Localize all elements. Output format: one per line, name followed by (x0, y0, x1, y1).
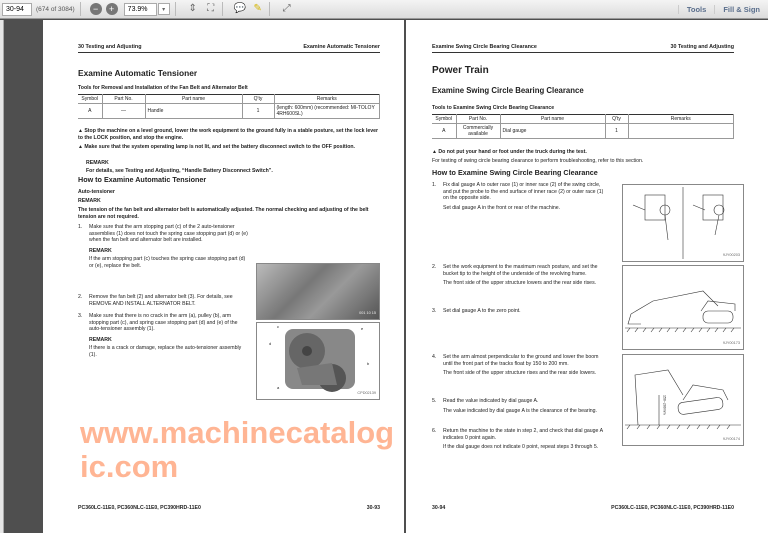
cell (628, 124, 734, 139)
step-note: The front side of the upper structure rises and the rear side lowers. (443, 370, 597, 377)
dial-gauge-illustration (623, 185, 743, 261)
step-text: Set the arm almost perpendicular to the ground and lower the boom until the front part of the tracks float by 150 to 200 mm. (443, 354, 599, 367)
step-text: Read the value indicated by dial gauge A. (443, 398, 539, 404)
step-number: 2. (432, 264, 437, 270)
page-title: Examine Automatic Tensioner (78, 68, 198, 78)
tensioner-figure (256, 322, 380, 400)
step-number: 6. (432, 428, 437, 434)
label-a: a (277, 385, 280, 390)
label-c: c (277, 324, 279, 329)
running-header-left: Examine Swing Circle Bearing Clearance (432, 44, 537, 50)
page-count: (674 of 3084) (36, 5, 75, 13)
step-text: Fix dial gauge A to outer race (1) or inner race (2) of the swing circle, and put the probe to the end surface of inner race (2) or outer race (1) on the opposite side. (443, 182, 604, 202)
warning-1: ▲ Stop the machine on a level ground, lower the work equipment to the ground fully in a stable posture, set the lock lever to the LOCK position, and stop the engine. (78, 128, 380, 141)
toolbar (0, 0, 768, 19)
step-number: 2. (78, 294, 83, 300)
divider (222, 2, 223, 16)
footer-page-number: 30-94 (432, 505, 446, 511)
cell: Handle (145, 104, 242, 119)
remark-label: REMARK (89, 336, 112, 343)
col-header: Q'ty (605, 115, 628, 124)
step-text: Set the work equipment to the maximum reach posture, and set the bucket tip to the height of the underside of the revolving frame. (443, 264, 598, 277)
zoom-dropdown-chevron-icon[interactable]: ▾ (158, 3, 170, 15)
step-number: 5. (432, 398, 437, 404)
table-title: Tools for Removal and Installation of the Fan Belt and Alternator Belt (78, 85, 248, 91)
zoom-input[interactable] (124, 3, 157, 16)
col-header: Symbol (78, 95, 102, 104)
remark-text: For details, see Testing and Adjusting, “Handle Battery Disconnect Switch”. (86, 168, 273, 174)
cell: A (78, 104, 102, 119)
cell: (length: 600mm) (recommended: MI-TOLOY 4RH600SL) (274, 104, 380, 119)
watermark: www.machinecatalogic.com (80, 415, 395, 484)
excavator-max-reach-illustration (623, 266, 743, 349)
footer-model: PC360LC-11E0, PC360NLC-11E0, PC390HRD-11E0 (78, 505, 201, 511)
figure-caption: 9JY00174 (722, 437, 740, 442)
step-number: 3. (78, 313, 83, 319)
figure-caption: 001 10 15 (359, 311, 376, 316)
step-text: Make sure that the arm stopping part (c) of the 2 auto-tensioner assemblies (1) does not touch the spring case stopping part (d) or (e) when the fan belt and alternator belt are installed. (89, 224, 248, 244)
section-subtitle: Examine Swing Circle Bearing Clearance (432, 86, 584, 95)
step-5 (432, 398, 608, 414)
boom-lowered-figure (622, 354, 744, 446)
page-30-94 (406, 20, 768, 533)
fit-page-icon[interactable]: ⇕ (188, 3, 197, 14)
zoom-out-button[interactable]: − (90, 3, 102, 15)
warning-2: ▲ Make sure that the system operating lamp is not lit, and set the battery disconnect switch to the OFF position. (78, 144, 380, 151)
step-number: 3. (432, 308, 437, 314)
excavator-raised-tracks-illustration (623, 355, 743, 445)
step-1 (432, 182, 608, 211)
intro-text: The tension of the fan belt and alternator belt is automatically adjusted. The normal checking and adjusting of the belt tension are not required. (78, 207, 369, 220)
step-4 (432, 354, 608, 377)
step-text: Return the machine to the state in step 2, and check that dial gauge A indicates 0 point again. (443, 428, 603, 441)
figure-caption: 9JY00203 (722, 253, 740, 258)
section-title: How to Examine Swing Circle Bearing Clearance (432, 168, 598, 177)
header-rule (432, 52, 734, 53)
step-note: The value indicated by dial gauge A is the clearance of the bearing. (443, 407, 597, 414)
fit-width-icon[interactable]: ⛶ (207, 3, 215, 14)
running-header-right: 30 Testing and Adjusting (670, 44, 734, 50)
label-e: e (361, 326, 364, 331)
step-1 (78, 224, 250, 270)
step-note: The front side of the upper structure lowers and the rear side rises. (443, 280, 597, 287)
step-number: 1. (78, 224, 83, 230)
divider (269, 2, 270, 16)
cell: 1 (605, 124, 628, 139)
page-number-input[interactable] (2, 3, 32, 16)
highlight-icon[interactable]: ✎ (253, 3, 262, 14)
dimension-label: 150~200mm (662, 395, 667, 415)
note-text: For testing of swing circle bearing clearance to perform troubleshooting, refer to this section. (432, 158, 644, 164)
page-title: Power Train (432, 65, 489, 76)
step-6 (432, 428, 608, 451)
fullscreen-icon[interactable]: ⤢ (282, 3, 291, 14)
step-text: Remove the fan belt (2) and alternator belt (3). For details, see REMOVE AND INSTALL ALTERNATOR BELT. (89, 294, 233, 307)
warning: ▲ Do not put your hand or foot under the truck during the test. (432, 149, 587, 156)
header-rule (78, 52, 380, 53)
label-d: d (269, 341, 272, 346)
label-b: b (367, 361, 370, 366)
remark-text: If the arm stopping part (c) touches the spring case stopping part (d) or (e), replace the belt. (89, 256, 246, 269)
cell: 1 (242, 104, 274, 119)
step-2 (78, 294, 250, 307)
figure-caption: CPD02139 (357, 391, 376, 396)
table-title: Tools to Examine Swing Circle Bearing Clearance (432, 105, 555, 111)
col-header: Part No. (102, 95, 145, 104)
running-header-left: 30 Testing and Adjusting (78, 44, 142, 50)
step-number: 4. (432, 354, 437, 360)
remark-label: REMARK (78, 198, 101, 204)
cell: — (102, 104, 145, 119)
tools-table (432, 114, 734, 139)
remark-label: REMARK (89, 247, 112, 254)
step-3 (78, 313, 250, 359)
remark-text: If there is a crack or damage, replace the auto-tensioner assembly (1). (89, 345, 242, 358)
divider (80, 2, 81, 16)
step-text: Make sure that there is no crack in the arm (a), pulley (b), arm stopping part (c), and spring case stopping part (d) and (e) of the auto-tensioner assembly (1). (89, 313, 238, 333)
step-2 (432, 264, 608, 287)
step-3 (432, 308, 608, 315)
subheading: Auto-tensioner (78, 189, 115, 195)
comment-icon[interactable]: 💬 (233, 3, 247, 14)
col-header: Part name (145, 95, 242, 104)
engine-photo-figure (256, 263, 380, 320)
dial-gauge-figure (622, 184, 744, 262)
running-header-right: Examine Automatic Tensioner (303, 44, 380, 50)
step-text: Set dial gauge A to the zero point. (443, 308, 521, 314)
footer-page-number: 30-93 (366, 505, 380, 511)
col-header: Q'ty (242, 95, 274, 104)
col-header: Part name (500, 115, 605, 124)
divider (175, 2, 176, 16)
zoom-in-button[interactable]: + (106, 3, 118, 15)
figure-caption: 9JY00173 (722, 341, 740, 346)
col-header: Part No. (456, 115, 500, 124)
col-header: Remarks (274, 95, 380, 104)
tensioner-illustration (257, 323, 379, 399)
step-note: Set dial gauge A in the front or rear of the machine. (443, 204, 561, 211)
side-panel-strip[interactable] (0, 20, 4, 533)
col-header: Symbol (432, 115, 456, 124)
footer-model: PC360LC-11E0, PC360NLC-11E0, PC390HRD-11E0 (611, 505, 734, 511)
fill-sign-button[interactable]: Fill & Sign (714, 5, 768, 14)
step-note: If the dial gauge does not indicate 0 point, repeat steps 3 through 5. (443, 444, 599, 451)
max-reach-figure (622, 265, 744, 350)
col-header: Remarks (628, 115, 734, 124)
remark-label: REMARK (86, 160, 109, 166)
step-number: 1. (432, 182, 437, 188)
cell: Dial gauge (500, 124, 605, 139)
cell: Commercially available (456, 124, 500, 139)
section-title: How to Examine Automatic Tensioner (78, 175, 207, 184)
cell: A (432, 124, 456, 139)
tools-button[interactable]: Tools (678, 5, 714, 14)
tools-table (78, 94, 380, 119)
